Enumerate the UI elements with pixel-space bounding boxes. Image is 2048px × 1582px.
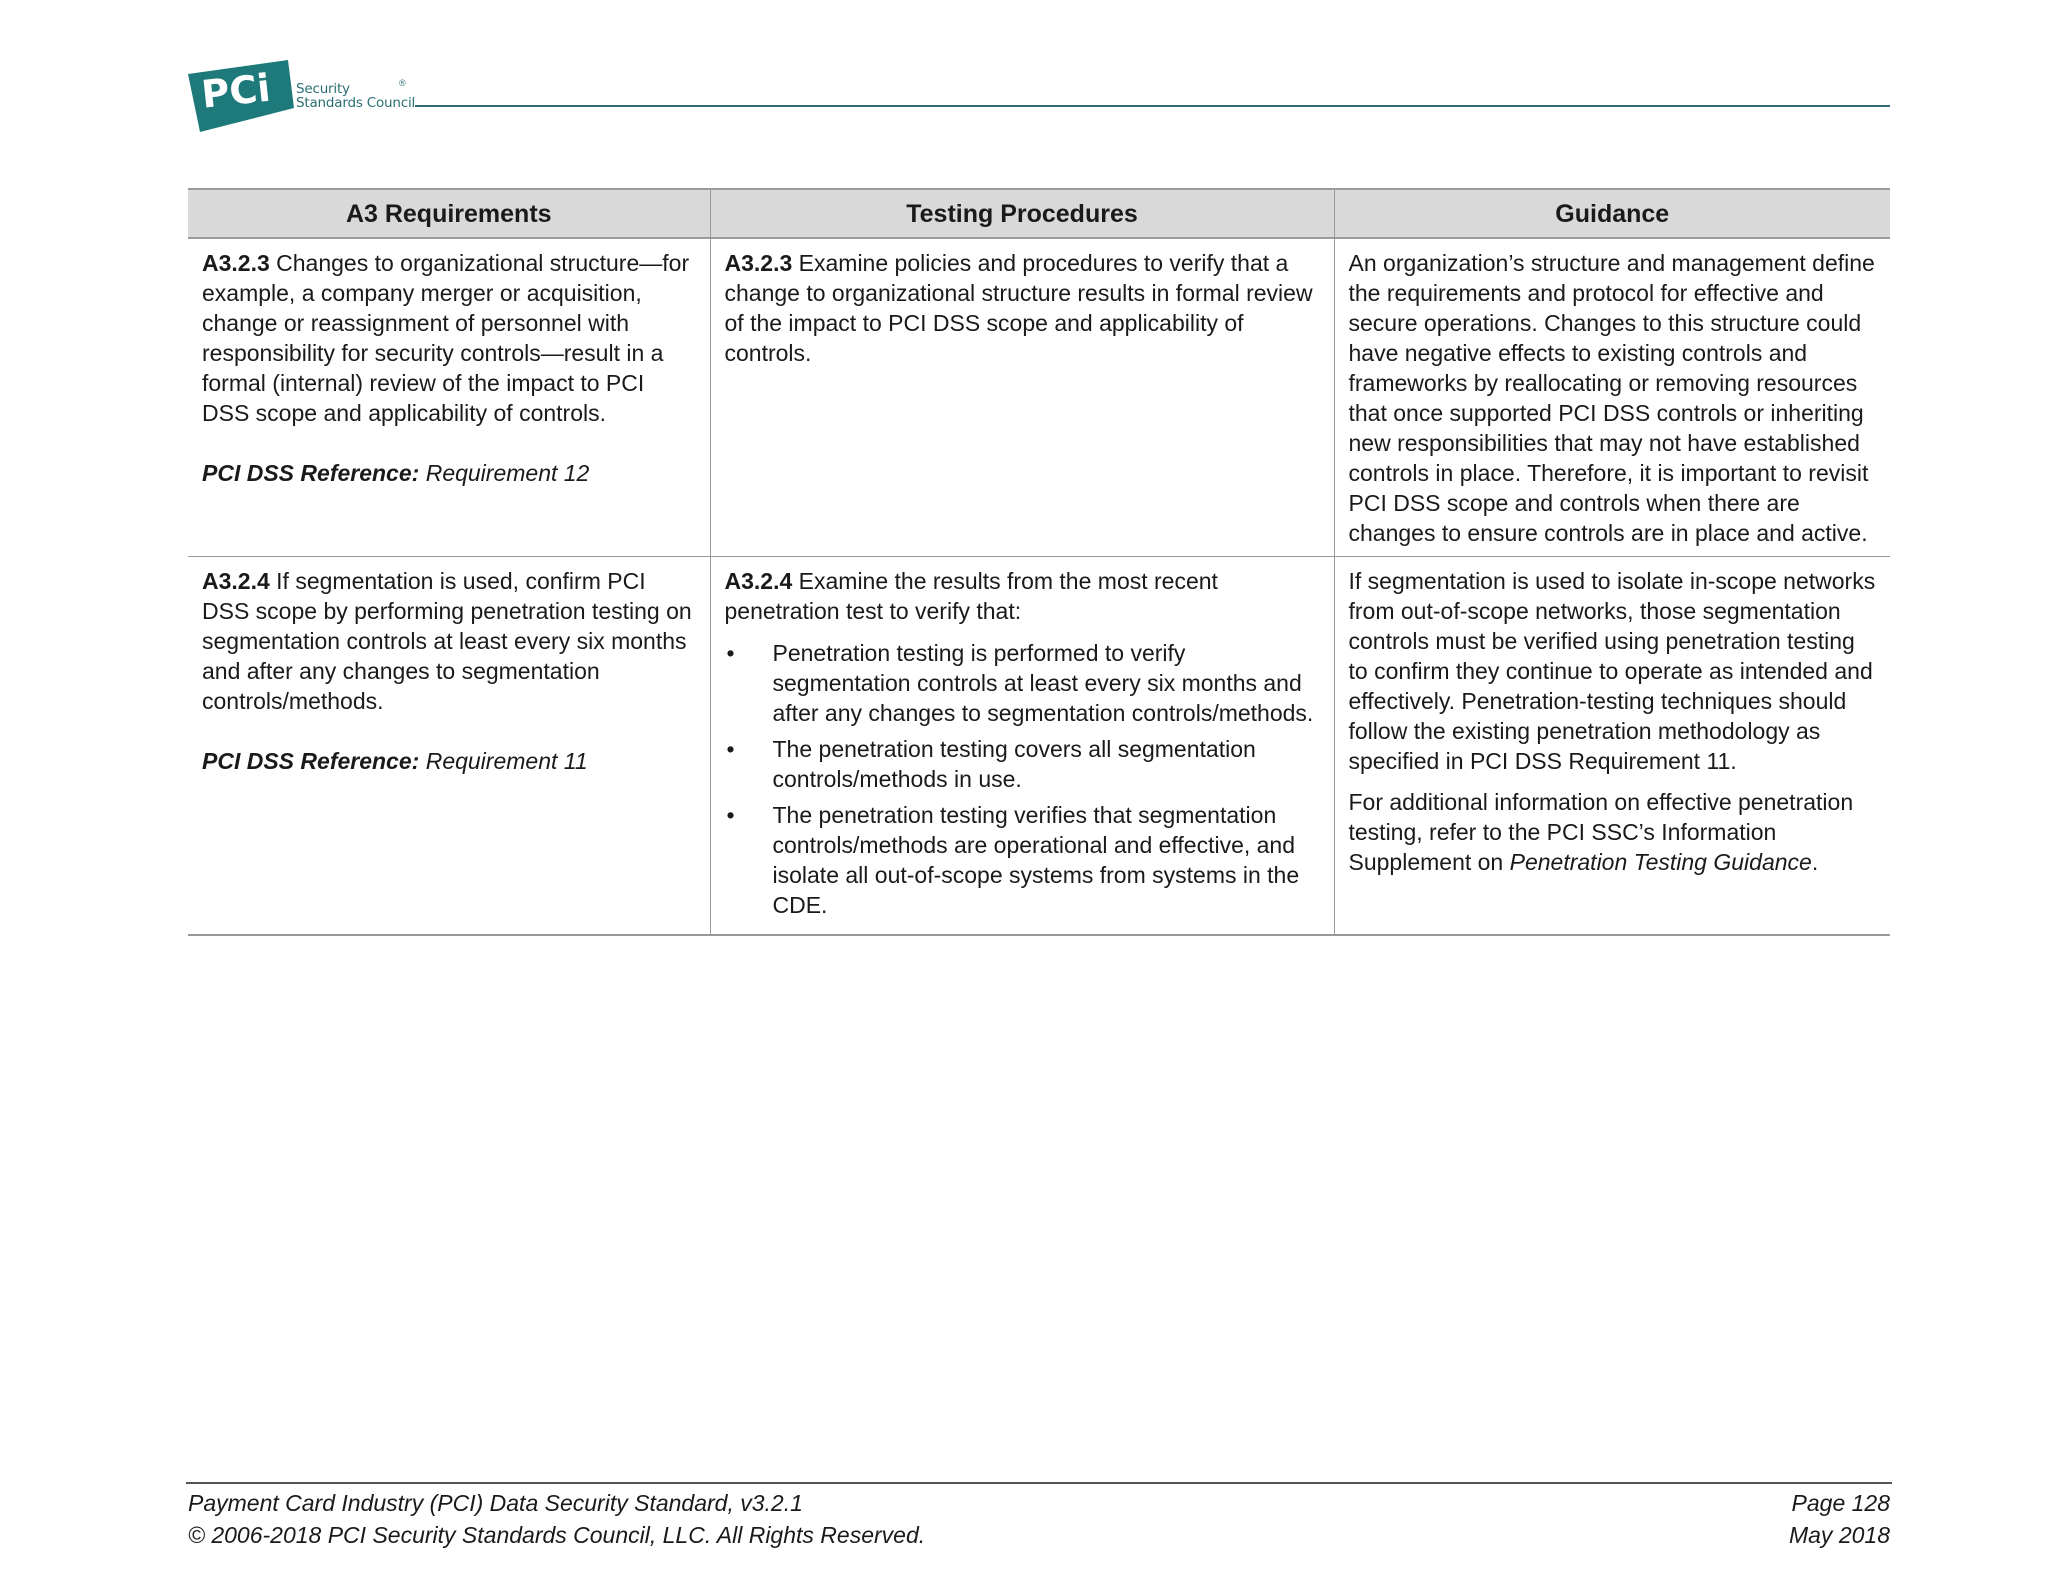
requirements-table xyxy=(188,188,1890,936)
footer-row xyxy=(188,1487,1890,1519)
testing-procedure-text xyxy=(725,566,1321,626)
header-divider xyxy=(415,105,1890,107)
reference-label: PCI DSS Reference: xyxy=(202,748,420,774)
guidance-text: An organization’s structure and management define the requirements and protocol for effective and secure operations. Changes to this structure could have negative effects to existing controls and frameworks by reallocating or removing resources that once supported PCI DSS controls or inheriting new responsibilities that may not have established controls in place. Therefore, it is important to revisit PCI DSS scope and controls when there are changes to ensure controls are in place and active. xyxy=(1348,250,1875,546)
list-item xyxy=(725,734,1321,794)
guidance-cell xyxy=(1334,238,1890,557)
testing-procedure-body: Examine policies and procedures to verify that a change to organizational structure results in formal review of the impact to PCI DSS scope and applicability of controls. xyxy=(724,250,1313,366)
requirement-id: A3.2.4 xyxy=(202,568,270,594)
footer-divider xyxy=(186,1482,1892,1484)
list-item xyxy=(725,638,1321,728)
logo-mark-text: PCi xyxy=(199,65,273,117)
page-footer xyxy=(188,1487,1890,1551)
page-number: Page 128 xyxy=(1791,1490,1890,1516)
guidance-paragraph xyxy=(1349,787,1878,877)
requirement-cell xyxy=(188,238,710,557)
requirement-body: If segmentation is used, confirm PCI DSS scope by performing penetration testing on segmentation controls at least every six months and after any changes to segmentation controls/methods. xyxy=(202,568,692,714)
testing-procedure-body: Examine the results from the most recent penetration test to verify that: xyxy=(724,568,1218,624)
bullet-icon: • xyxy=(726,802,735,828)
column-header-requirements: A3 Requirements xyxy=(188,189,710,238)
document-title: Payment Card Industry (PCI) Data Security Standard, v3.2.1 xyxy=(188,1490,803,1516)
pci-logo xyxy=(188,60,418,130)
bullet-icon: • xyxy=(726,640,735,666)
table-header-row xyxy=(188,189,1890,238)
pci-dss-reference xyxy=(202,746,697,776)
requirement-id: A3.2.3 xyxy=(202,250,270,276)
table-row xyxy=(188,557,1890,936)
pci-logo-icon xyxy=(188,60,296,132)
list-item xyxy=(725,800,1321,920)
publication-date: May 2018 xyxy=(1788,1522,1890,1548)
table-row xyxy=(188,238,1890,557)
copyright: © 2006-2018 PCI Security Standards Council, LLC. All Rights Reserved. xyxy=(188,1522,926,1548)
list-item-text: Penetration testing is performed to verify segmentation controls at least every six months and after any changes to segmentation controls/methods. xyxy=(772,640,1314,726)
guidance-document-title: Penetration Testing Guidance xyxy=(1509,849,1812,875)
logo-line-2: Standards Council xyxy=(296,95,416,111)
reference-value: Requirement 12 xyxy=(419,460,590,486)
guidance-text: For additional information on effective penetration testing, refer to the PCI SSC’s Information Supplement on xyxy=(1348,789,1854,875)
footer-row xyxy=(188,1519,1890,1551)
logo-registered-mark: ® xyxy=(399,78,406,88)
list-item-text: The penetration testing covers all segmentation controls/methods in use. xyxy=(772,736,1256,792)
bullet-icon: • xyxy=(726,736,735,762)
testing-procedure-id: A3.2.4 xyxy=(724,568,793,594)
list-item-text: The penetration testing verifies that segmentation controls/methods are operational and effective, and isolate all out-of-scope systems from systems in the CDE. xyxy=(772,802,1300,918)
testing-procedure-id: A3.2.3 xyxy=(724,250,793,276)
guidance-cell xyxy=(1334,557,1890,936)
requirement-text xyxy=(202,566,697,716)
requirement-text xyxy=(202,248,697,428)
logo-wordmark xyxy=(296,82,415,110)
pci-dss-reference xyxy=(202,458,697,488)
requirement-body: Changes to organizational structure—for example, a company merger or acquisition, change or reassignment of personnel with responsibility for security controls—result in a formal (internal) review of the impact to PCI DSS scope and applicability of controls. xyxy=(202,250,690,426)
reference-value: Requirement 11 xyxy=(419,748,588,774)
requirement-cell xyxy=(188,557,710,936)
guidance-text-end: . xyxy=(1811,849,1819,875)
testing-procedure-text xyxy=(725,248,1321,368)
logo-line-1: Security xyxy=(296,81,350,97)
column-header-guidance: Guidance xyxy=(1334,189,1890,238)
column-header-testing-procedures: Testing Procedures xyxy=(710,189,1334,238)
reference-label: PCI DSS Reference: xyxy=(202,460,420,486)
testing-procedure-cell xyxy=(710,557,1334,936)
testing-procedure-list xyxy=(725,638,1321,920)
testing-procedure-cell xyxy=(710,238,1334,557)
guidance-paragraph: If segmentation is used to isolate in-scope networks from out-of-scope networks, those segmentation controls must be verified using penetration testing to confirm they continue to operate as intended and effectively. Penetration-testing techniques should follow the existing penetration methodology as specified in PCI DSS Requirement 11. xyxy=(1348,568,1876,774)
